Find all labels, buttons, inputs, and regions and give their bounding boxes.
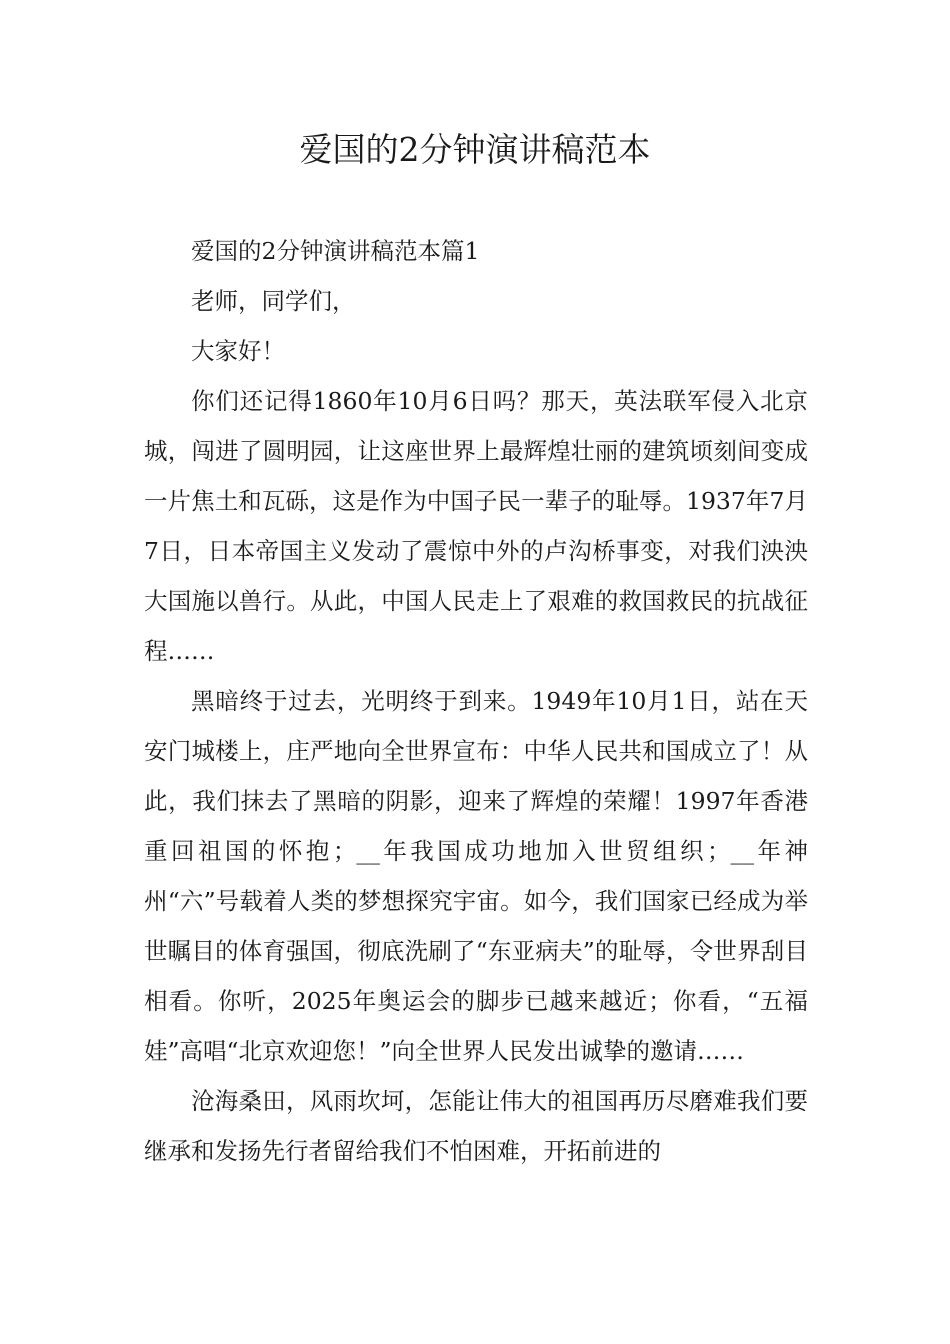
body-paragraph: 黑暗终于过去，光明终于到来。1949年10月1日，站在天安门城楼上，庄严地向全世界宣布：中华人民共和国成立了！从此，我们抹去了黑暗的阴影，迎来了辉煌的荣耀！1997年香港重回祖国的怀抱；__年我国成功地加入世贸组织；__年神州“六”号载着人类的梦想探究宇宙。如今，我们国家已经成为举世瞩目的体育强国，彻底洗刷了“东亚病夫”的耻辱，令世界刮目相看。你听，2025年奥运会的脚步已越来越近；你看，“五福娃”高唱“北京欢迎您！”向全世界人民发出诚挚的邀请……: [144, 687, 808, 1065]
body-paragraph: 沧海桑田，风雨坎坷，怎能让伟大的祖国再历尽磨难我们要继承和发扬先行者留给我们不怕困难，开拓前进的: [144, 1087, 808, 1165]
body-paragraph: 你们还记得1860年10月6日吗？那天，英法联军侵入北京城，闯进了圆明园，让这座世界上最辉煌壮丽的建筑顷刻间变成一片焦土和瓦砾，这是作为中国子民一辈子的耻辱。1937年7月7日，日本帝国主义发动了震惊中外的卢沟桥事变，对我们泱泱大国施以兽行。从此，中国人民走上了艰难的救国救民的抗战征程……: [144, 387, 808, 665]
salutation: 老师，同学们，: [191, 287, 356, 315]
section-heading: 爱国的2分钟演讲稿范本篇1: [191, 237, 480, 265]
document-title: 爱国的2分钟演讲稿范本: [299, 130, 651, 169]
document-body: [144, 226, 808, 1176]
greeting: 大家好！: [191, 337, 285, 365]
